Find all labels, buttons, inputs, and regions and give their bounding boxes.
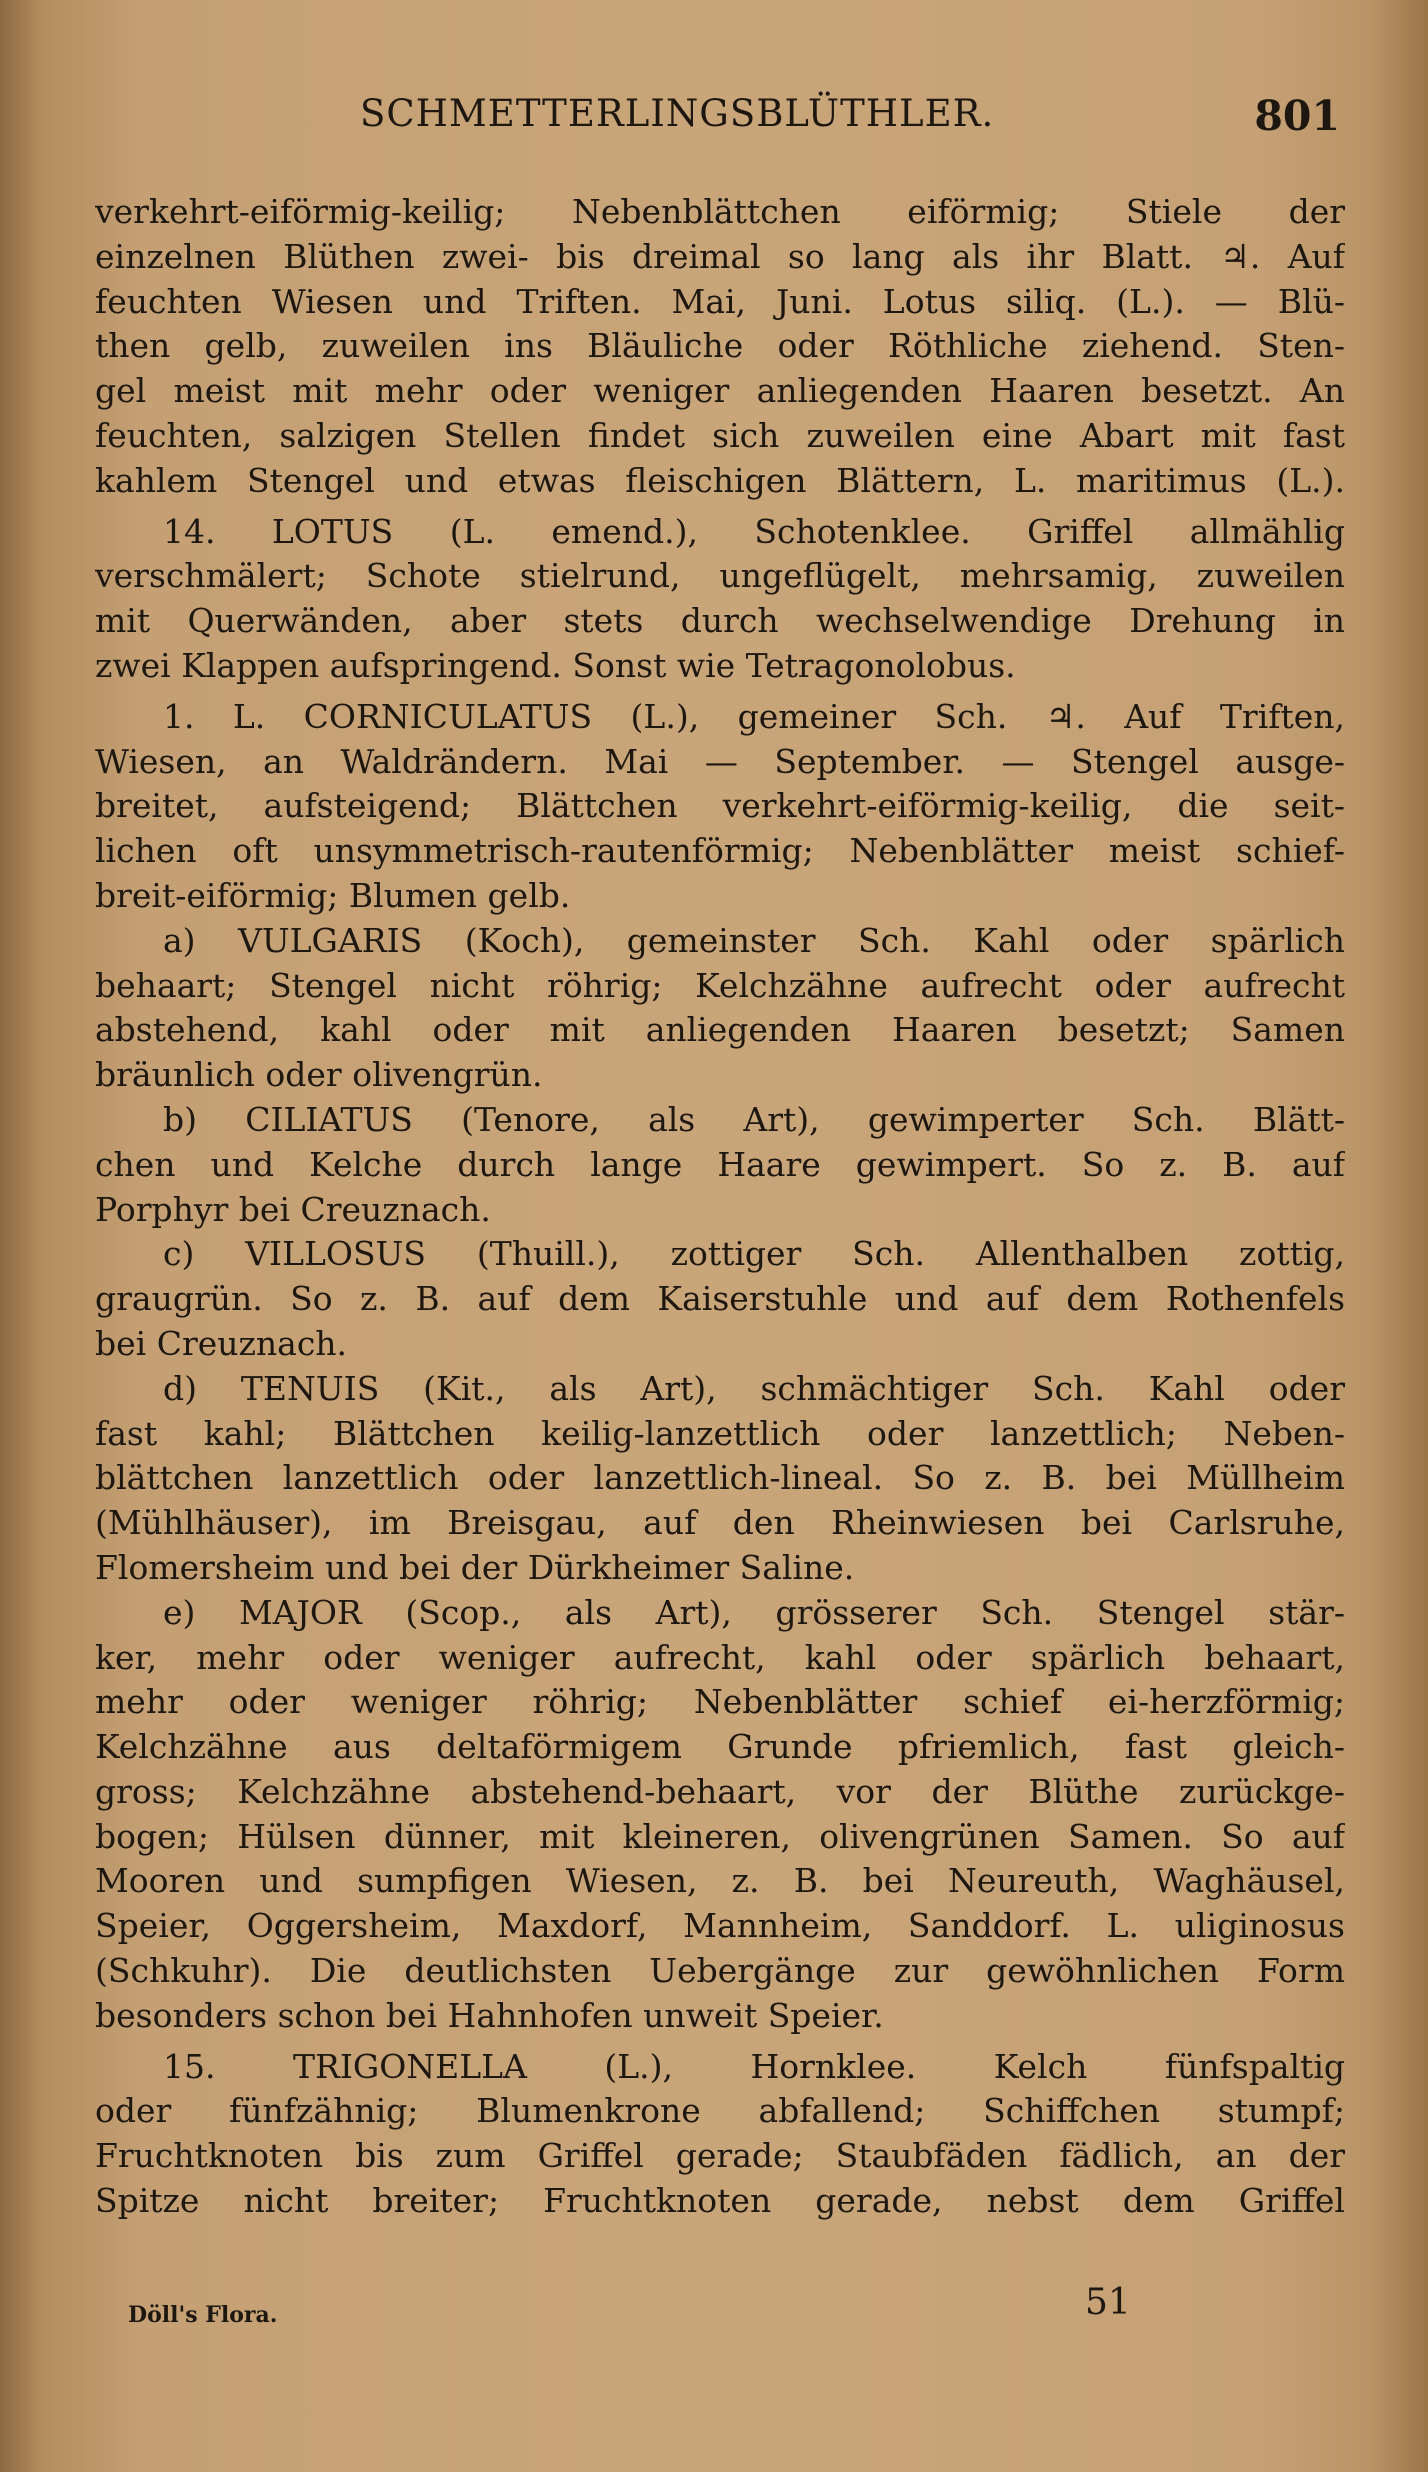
text-line: Fruchtknoten bis zum Griffel gerade; Staubfäden fädlich, an der	[95, 2136, 1345, 2176]
text-line: Kelchzähne aus deltaförmigem Grunde pfriemlich, fast gleich-	[95, 1727, 1345, 1767]
text-line: lichen oft unsymmetrisch-rautenförmig; Nebenblätter meist schief-	[95, 831, 1345, 871]
text-line: besonders schon bei Hahnhofen unweit Speier.	[95, 1995, 884, 2035]
text-line: mehr oder weniger röhrig; Nebenblätter schief ei-herzförmig;	[95, 1682, 1345, 1722]
text-line: gel meist mit mehr oder weniger anliegenden Haaren besetzt. An	[95, 371, 1345, 411]
text-line: Wiesen, an Waldrändern. Mai — September. — Stengel ausge-	[95, 741, 1345, 781]
signature-mark: Döll's Flora.	[128, 2302, 278, 2328]
text-line: (Schkuhr). Die deutlichsten Uebergänge zur gewöhnlichen Form	[95, 1951, 1345, 1991]
text-line: graugrün. So z. B. auf dem Kaiserstuhle und auf dem Rothenfels	[95, 1279, 1345, 1319]
text-line: blättchen lanzettlich oder lanzettlich-lineal. So z. B. bei Müllheim	[95, 1458, 1345, 1498]
running-title: SCHMETTERLINGSBLÜTHLER.	[360, 92, 995, 135]
page-header	[95, 92, 1340, 152]
text-line: abstehend, kahl oder mit anliegenden Haaren besetzt; Samen	[95, 1010, 1345, 1050]
text-line: Porphyr bei Creuznach.	[95, 1189, 491, 1229]
text-line: behaart; Stengel nicht röhrig; Kelchzähne aufrecht oder aufrecht	[95, 965, 1345, 1005]
text-line: mit Querwänden, aber stets durch wechselwendige Drehung in	[95, 601, 1345, 641]
text-line: Speier, Oggersheim, Maxdorf, Mannheim, Sanddorf. L. uliginosus	[95, 1906, 1345, 1946]
text-line: verschmälert; Schote stielrund, ungeflügelt, mehrsamig, zuweilen	[95, 556, 1345, 596]
text-line: feuchten Wiesen und Triften. Mai, Juni. Lotus siliq. (L.). — Blü-	[95, 281, 1345, 321]
text-line: (Mühlhäuser), im Breisgau, auf den Rheinwiesen bei Carlsruhe,	[95, 1503, 1345, 1543]
text-line: verkehrt-eiförmig-keilig; Nebenblättchen eiförmig; Stiele der	[95, 192, 1345, 231]
text-line: chen und Kelche durch lange Haare gewimpert. So z. B. auf	[95, 1144, 1345, 1184]
text-line: e) MAJOR (Scop., als Art), grösserer Sch. Stengel stär-	[163, 1592, 1345, 1632]
text-line: d) TENUIS (Kit., als Art), schmächtiger Sch. Kahl oder	[163, 1368, 1345, 1408]
text-line: bei Creuznach.	[95, 1323, 348, 1363]
text-line: einzelnen Blüthen zwei- bis dreimal so lang als ihr Blatt. ♃. Auf	[95, 236, 1345, 276]
text-line: gross; Kelchzähne abstehend-behaart, vor der Blüthe zurückge-	[95, 1771, 1345, 1811]
text-line: breit-eiförmig; Blumen gelb.	[95, 875, 571, 915]
text-line: kahlem Stengel und etwas fleischigen Blättern, L. maritimus (L.).	[95, 460, 1345, 500]
text-line: c) VILLOSUS (Thuill.), zottiger Sch. Allenthalben zottig,	[163, 1234, 1345, 1274]
text-line: 1. L. CORNICULATUS (L.), gemeiner Sch. ♃. Auf Triften,	[163, 696, 1345, 736]
text-line: then gelb, zuweilen ins Bläuliche oder Röthliche ziehend. Sten-	[95, 326, 1345, 366]
text-line: fast kahl; Blättchen keilig-lanzettlich oder lanzettlich; Neben-	[95, 1413, 1345, 1453]
sheet-number: 51	[1085, 2282, 1131, 2323]
text-line: zwei Klappen aufspringend. Sonst wie Tetragonolobus.	[95, 645, 1016, 685]
page-number: 801	[1254, 92, 1340, 140]
text-line: breitet, aufsteigend; Blättchen verkehrt-eiförmig-keilig, die seit-	[95, 786, 1345, 826]
text-line: a) VULGARIS (Koch), gemeinster Sch. Kahl oder spärlich	[163, 920, 1345, 960]
body-text	[95, 190, 1345, 2224]
text-line: Flomersheim und bei der Dürkheimer Saline.	[95, 1547, 855, 1587]
text-line: Mooren und sumpfigen Wiesen, z. B. bei Neureuth, Waghäusel,	[95, 1861, 1345, 1901]
text-line: b) CILIATUS (Tenore, als Art), gewimperter Sch. Blätt-	[163, 1099, 1345, 1139]
text-line: feuchten, salzigen Stellen findet sich zuweilen eine Abart mit fast	[95, 415, 1345, 455]
text-line: 14. LOTUS (L. emend.), Schotenklee. Griffel allmählig	[163, 511, 1345, 551]
text-line: ker, mehr oder weniger aufrecht, kahl oder spärlich behaart,	[95, 1637, 1345, 1677]
text-line: bräunlich oder olivengrün.	[95, 1055, 543, 1095]
text-line: oder fünfzähnig; Blumenkrone abfallend; Schiffchen stumpf;	[95, 2091, 1345, 2131]
text-line: bogen; Hülsen dünner, mit kleineren, olivengrünen Samen. So auf	[95, 1816, 1345, 1856]
text-line: 15. TRIGONELLA (L.), Hornklee. Kelch fünfspaltig	[163, 2046, 1345, 2086]
text-line: Spitze nicht breiter; Fruchtknoten gerade, nebst dem Griffel	[95, 2181, 1345, 2221]
